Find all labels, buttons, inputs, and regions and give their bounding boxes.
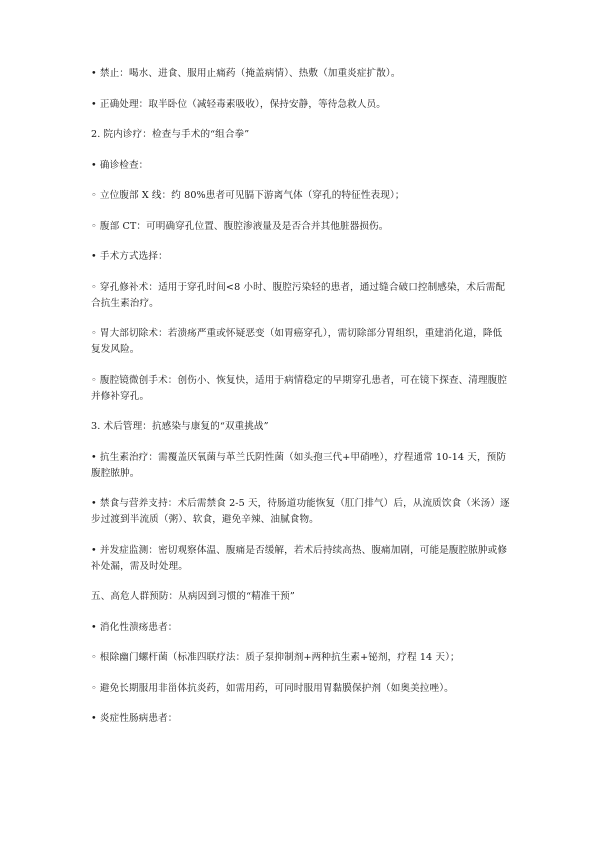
paragraph-ulcer-patients: • 消化性溃疡患者： bbox=[91, 621, 178, 633]
document-body bbox=[91, 66, 511, 742]
paragraph-ibd-patients: • 炎症性肠病患者： bbox=[91, 713, 178, 724]
paragraph-hpylori: ◦ 根除幽门螺杆菌（标准四联疗法：质子泵抑制剂+两种抗生素+铋剂，疗程 14 天）； bbox=[91, 652, 460, 663]
paragraph-no-eating-rule: • 禁止：喝水、进食、服用止痛药（掩盖病情）、热敷（加重炎症扩散）。 bbox=[91, 68, 401, 79]
paragraph-surgery-heading: • 手术方式选择： bbox=[91, 251, 168, 262]
section-heading-post-op: 3. 术后管理：抗感染与康复的“双重挑战” bbox=[91, 421, 269, 432]
paragraph-repair-surgery: ◦ 穿孔修补术：适用于穿孔时间<8 小时、腹腔污染轻的患者，通过缝合破口控制感染，术后需配合抗生素治疗。 bbox=[91, 281, 506, 309]
paragraph-xray: ◦ 立位腹部 X 线：约 80%患者可见膈下游离气体（穿孔的特征性表现）； bbox=[91, 190, 405, 201]
paragraph-antibiotics: • 抗生素治疗：需覆盖厌氧菌与革兰氏阴性菌（如头孢三代+甲硝唑），疗程通常 10-14 天，预防腹腔脓肿。 bbox=[91, 451, 507, 479]
paragraph-complication-monitoring: • 并发症监测：密切观察体温、腹痛是否缓解，若术后持续高热、腹痛加剧，可能是腹腔脓肿或修补处漏，需及时处理。 bbox=[91, 544, 508, 572]
paragraph-correct-handling: • 正确处理：取半卧位（减轻毒素吸收），保持安静，等待急救人员。 bbox=[91, 98, 386, 110]
paragraph-diagnosis-heading: • 确诊检查： bbox=[91, 159, 149, 171]
paragraph-fasting-nutrition: • 禁食与营养支持：术后需禁食 2-5 天，待肠道功能恢复（肛门排气）后，从流质饮食（米汤）逐步过渡到半流质（粥）、软食，避免辛辣、油腻食物。 bbox=[91, 498, 510, 525]
paragraph-gastrectomy: ◦ 胃大部切除术：若溃疡严重或怀疑恶变（如胃癌穿孔），需切除部分胃组织，重建消化道，降低复发风险。 bbox=[91, 328, 503, 355]
paragraph-nsaid: ◦ 避免长期服用非甾体抗炎药，如需用药，可同时服用胃黏膜保护剂（如奥美拉唑）。 bbox=[91, 682, 454, 694]
section-heading-in-hospital: 2. 院内诊疗：检查与手术的“组合拳” bbox=[91, 129, 250, 140]
section-heading-prevention: 五、高危人群预防：从病因到习惯的“精准干预” bbox=[91, 591, 295, 602]
paragraph-ct: ◦ 腹部 CT：可明确穿孔位置、腹腔渗液量及是否合并其他脏器损伤。 bbox=[91, 220, 389, 232]
paragraph-laparoscopy: ◦ 腹腔镜微创手术：创伤小、恢复快，适用于病情稳定的早期穿孔患者，可在镜下探查、清理腹腔并修补穿孔。 bbox=[91, 374, 508, 402]
